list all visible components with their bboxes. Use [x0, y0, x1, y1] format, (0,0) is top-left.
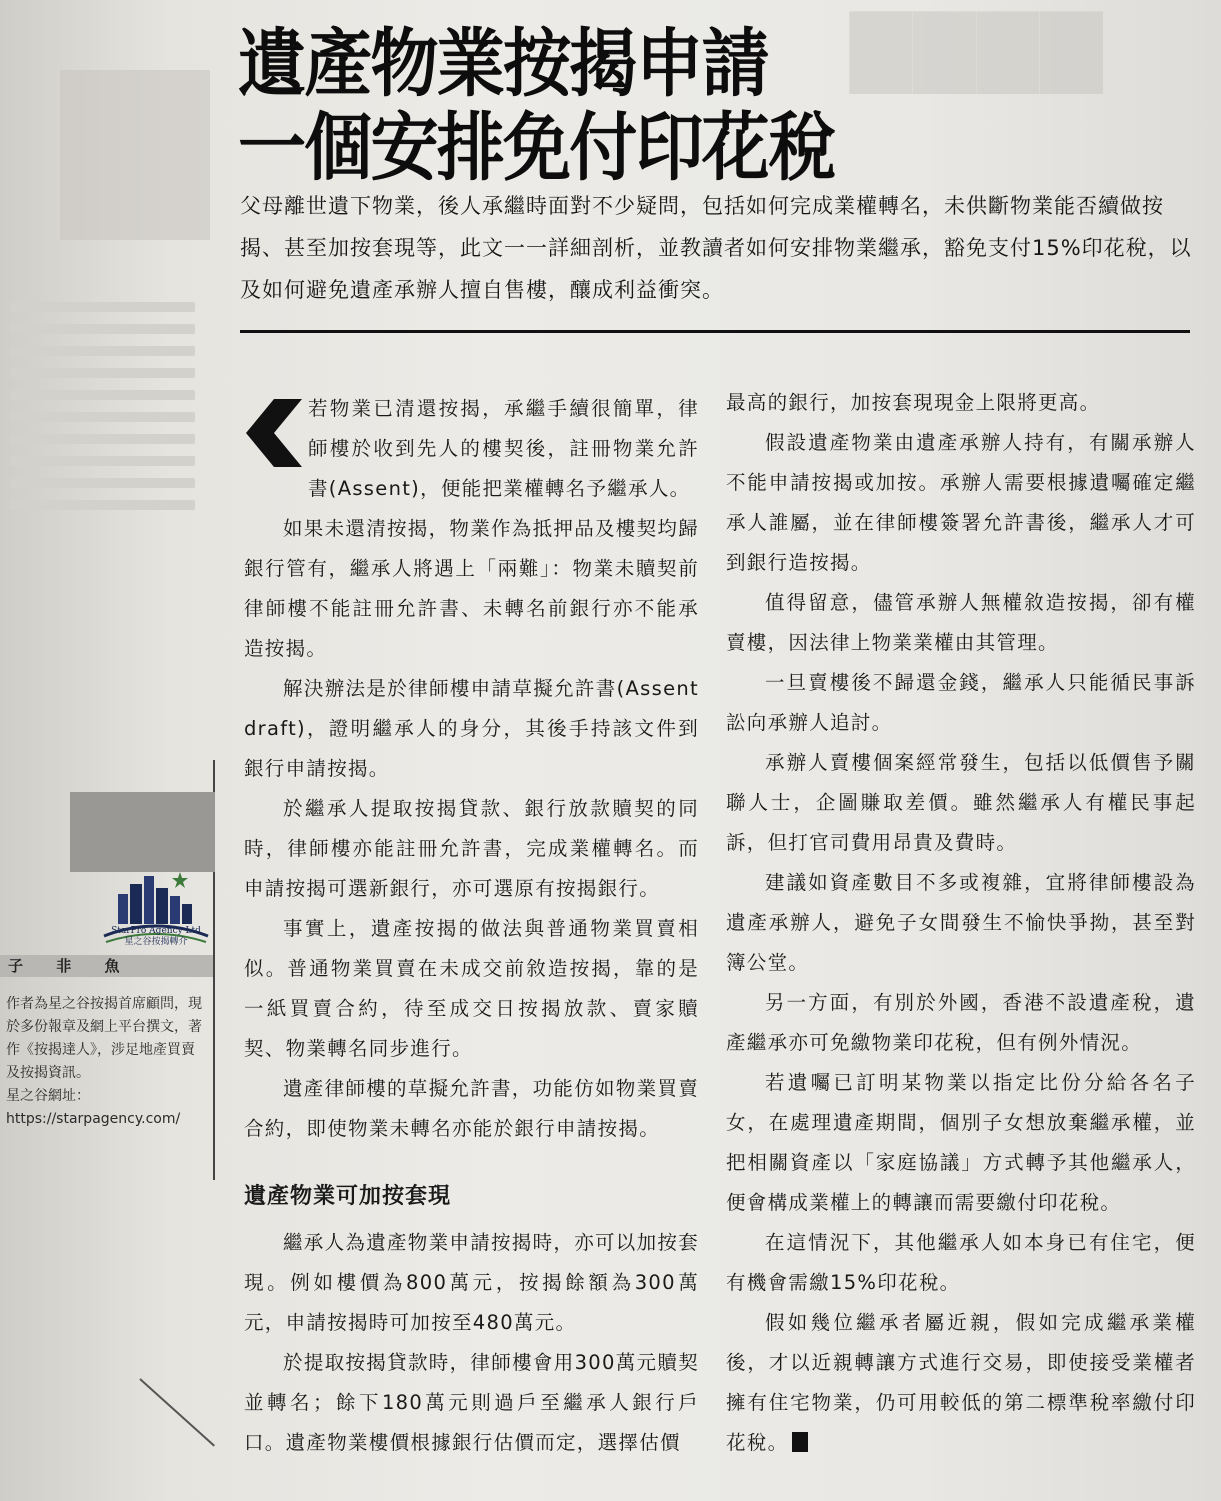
paragraph: 建議如資產數目不多或複雜，宜將律師樓設為遺產承辦人，避免子女間發生不愉快爭拗，甚至對簿公堂。 [726, 871, 1196, 974]
article-lead: 父母離世遺下物業，後人承繼時面對不少疑問，包括如何完成業權轉名，未供斷物業能否續做按揭、甚至加按套現等，此文一一詳細剖析，並教讀者如何安排物業繼承，豁免支付15%印花稅，以及如何避免遺產承辦人擅自售樓，釀成利益衝突。 [240, 194, 1192, 302]
section-subheading: 遺產物業可加按套現 [244, 1184, 452, 1209]
decorative-diagonal [139, 1378, 215, 1446]
logo-caption [100, 926, 212, 948]
paragraph: 在這情況下，其他繼承人如本身已有住宅，便有機會需繳15%印花稅。 [726, 1231, 1196, 1294]
paragraph: 事實上，遺產按揭的做法與普通物業買賣相似。普通物業買賣在未成交前敘造按揭，靠的是一紙買賣合約，待至成交日按揭放款、賣家贖契、物業轉名同步進行。 [244, 917, 699, 1060]
bleed-through-heading: ▇▇▇▇ [850, 0, 1105, 93]
website-label: 星之谷網址： [6, 1088, 90, 1104]
bleed-through-photo [60, 70, 210, 240]
paragraph: 如果未還清按揭，物業作為抵押品及樓契均歸銀行管有，繼承人將遇上「兩難」：物業未贖契前律師樓不能註冊允許書、未轉名前銀行亦不能承造按揭。 [244, 517, 700, 660]
paragraph: 解決辦法是於律師樓申請草擬允許書(Assent draft)，證明繼承人的身分，其後手持該文件到銀行申請按揭。 [244, 677, 699, 780]
paragraph: 若遺囑已訂明某物業以指定比份分給各名子女，在處理遺產期間，個別子女想放棄繼承權，並把相關資產以「家庭協議」方式轉予其他繼承人，便會構成業權上的轉讓而需要繳付印花稅。 [726, 1071, 1196, 1214]
bleed-through-text [0, 290, 205, 522]
paragraph [726, 1303, 1196, 1463]
end-of-article-mark [792, 1432, 808, 1452]
article-title [238, 22, 882, 190]
logo-text-en: StarPro Agency Ltd [111, 926, 201, 936]
title-line-1: 遺產物業按揭申請 [238, 21, 768, 107]
paragraph: 繼承人為遺產物業申請按揭時，亦可以加按套現。例如樓價為800萬元，按揭餘額為300萬元，申請按揭時可加按至480萬元。 [244, 1231, 700, 1334]
paragraph: 遺產律師樓的草擬允許書，功能仿如物業買賣合約，即使物業未轉名亦能於銀行申請按揭。 [244, 1077, 700, 1140]
paragraph: 於提取按揭貸款時，律師樓會用300萬元贖契並轉名；餘下180萬元則過戶至繼承人銀行戶口。遺產物業樓價根據銀行估價而定，選擇估價 [244, 1351, 699, 1454]
logo-text-zh: 星之谷按揭轉介 [124, 937, 188, 947]
paragraph: 最高的銀行，加按套現現金上限將更高。 [726, 391, 1101, 414]
author-name: 子 非 魚 [8, 957, 134, 975]
title-divider [240, 330, 1190, 333]
paragraph: 值得留意，儘管承辦人無權敘造按揭，卻有權賣樓，因法律上物業業權由其管理。 [726, 591, 1196, 654]
article-column-1 [244, 389, 699, 1463]
author-photo-frame [70, 792, 215, 872]
paragraph: 另一方面，有別於外國，香港不設遺產稅，遺產繼承亦可免繳物業印花稅，但有例外情況。 [726, 991, 1196, 1054]
article-column-2 [726, 383, 1196, 1463]
paragraph: 承辦人賣樓個案經常發生，包括以低價售予關聯人士，企圖賺取差價。雖然繼承人有權民事起訴，但打官司費用昂貴及費時。 [726, 751, 1196, 854]
author-bio-block [6, 993, 202, 1131]
paragraph-text: 假如幾位繼承者屬近親，假如完成繼承業權後，才以近親轉讓方式進行交易，即使接受業權者擁有住宅物業，仍可用較低的第二標準稅率繳付印花稅。 [726, 1311, 1196, 1454]
website-url[interactable]: https://starpagency.com/ [6, 1111, 181, 1127]
opening-chevron-icon [244, 393, 302, 473]
paragraph: 於繼承人提取按揭貸款、銀行放款贖契的同時，律師樓亦能註冊允許書，完成業權轉名。而申請按揭可選新銀行，亦可選原有按揭銀行。 [244, 797, 699, 900]
paragraph: 假設遺產物業由遺產承辦人持有，有關承辦人不能申請按揭或加按。承辦人需要根據遺囑確定繼承人誰屬，並在律師樓簽署允許書後，繼承人才可到銀行造按揭。 [726, 431, 1196, 574]
paragraph: 若物業已清還按揭，承繼手續很簡單，律師樓於收到先人的樓契後，註冊物業允許書(Assent)，便能把業權轉名予繼承人。 [308, 397, 699, 500]
title-line-2: 一個安排免付印花稅 [238, 105, 835, 191]
author-bio: 作者為星之谷按揭首席顧問，現於多份報章及網上平台撰文，著作《按揭達人》，涉足地產買賣及按揭資訊。 [6, 996, 202, 1081]
paragraph: 一旦賣樓後不歸還金錢，繼承人只能循民事訴訟向承辦人追討。 [726, 671, 1196, 734]
